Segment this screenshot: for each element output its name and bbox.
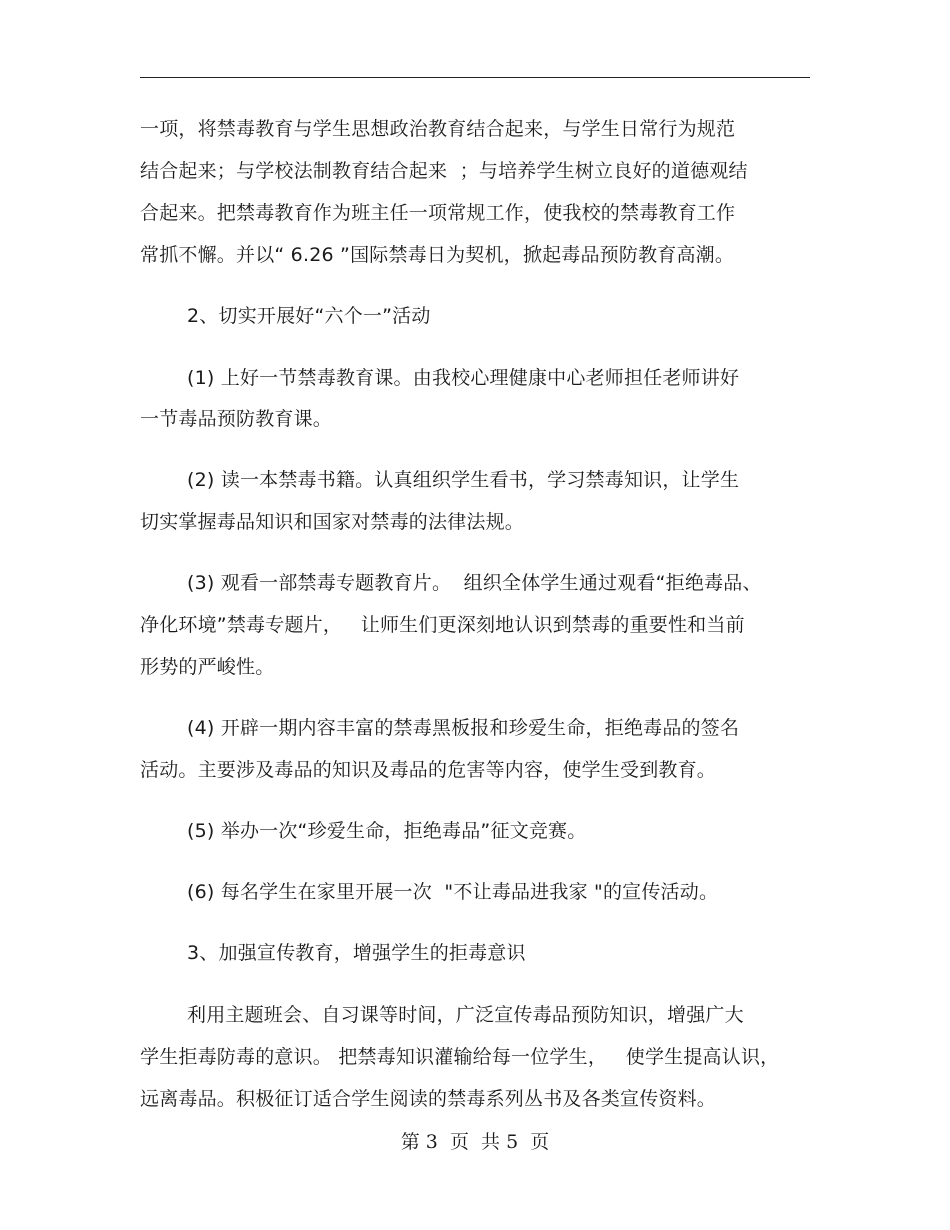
list-item-line: (5) 举办一次“珍爱生命，拒绝毒品”征文竞赛。 bbox=[187, 820, 587, 842]
list-item-line: (6) 每名学生在家里开展一次 "不让毒品进我家 "的宣传活动。 bbox=[187, 881, 719, 903]
list-item-line: (4) 开辟一期内容丰富的禁毒黑板报和珍爱生命，拒绝毒品的签名 bbox=[187, 717, 740, 739]
list-item-line: 形势的严峻性。 bbox=[140, 656, 275, 678]
list-item-line: (3) 观看一部禁毒专题教育片。 组织全体学生通过观看“拒绝毒品、 bbox=[187, 572, 762, 594]
paragraph-line: 合起来。把禁毒教育作为班主任一项常规工作，使我校的禁毒教育工作 bbox=[140, 202, 736, 224]
list-item-line: (2) 读一本禁毒书籍。认真组织学生看书，学习禁毒知识，让学生 bbox=[187, 469, 740, 491]
page-number: 第 3 页 共 5 页 bbox=[400, 1131, 550, 1153]
section-heading: 3、加强宣传教育，增强学生的拒毒意识 bbox=[187, 942, 526, 964]
paragraph-line: 一项，将禁毒教育与学生思想政治教育结合起来，与学生日常行为规范 bbox=[140, 118, 736, 140]
paragraph-line: 学生拒毒防毒的意识。 把禁毒知识灌输给每一位学生， 使学生提高认识， bbox=[140, 1046, 780, 1068]
paragraph-line: 结合起来；与学校法制教育结合起来 ；与培养学生树立良好的道德观结 bbox=[140, 160, 748, 182]
list-item-line: 净化环境”禁毒专题片， 让师生们更深刻地认识到禁毒的重要性和当前 bbox=[140, 614, 745, 636]
paragraph-line: 远离毒品。积极征订适合学生阅读的禁毒系列丛书及各类宣传资料。 bbox=[140, 1088, 717, 1110]
paragraph-line: 常抓不懈。并以“ 6.26 ”国际禁毒日为契机，掀起毒品预防教育高潮。 bbox=[140, 244, 735, 266]
header-rule bbox=[140, 77, 810, 78]
list-item-line: (1) 上好一节禁毒教育课。由我校心理健康中心老师担任老师讲好 bbox=[187, 367, 740, 389]
paragraph-line: 利用主题班会、自习课等时间，广泛宣传毒品预防知识，增强广大 bbox=[187, 1004, 744, 1026]
list-item-line: 活动。主要涉及毒品的知识及毒品的危害等内容，使学生受到教育。 bbox=[140, 759, 717, 781]
list-item-line: 一节毒品预防教育课。 bbox=[140, 408, 333, 430]
list-item-line: 切实掌握毒品知识和国家对禁毒的法律法规。 bbox=[140, 511, 525, 533]
section-heading: 2、切实开展好“六个一”活动 bbox=[187, 305, 431, 327]
